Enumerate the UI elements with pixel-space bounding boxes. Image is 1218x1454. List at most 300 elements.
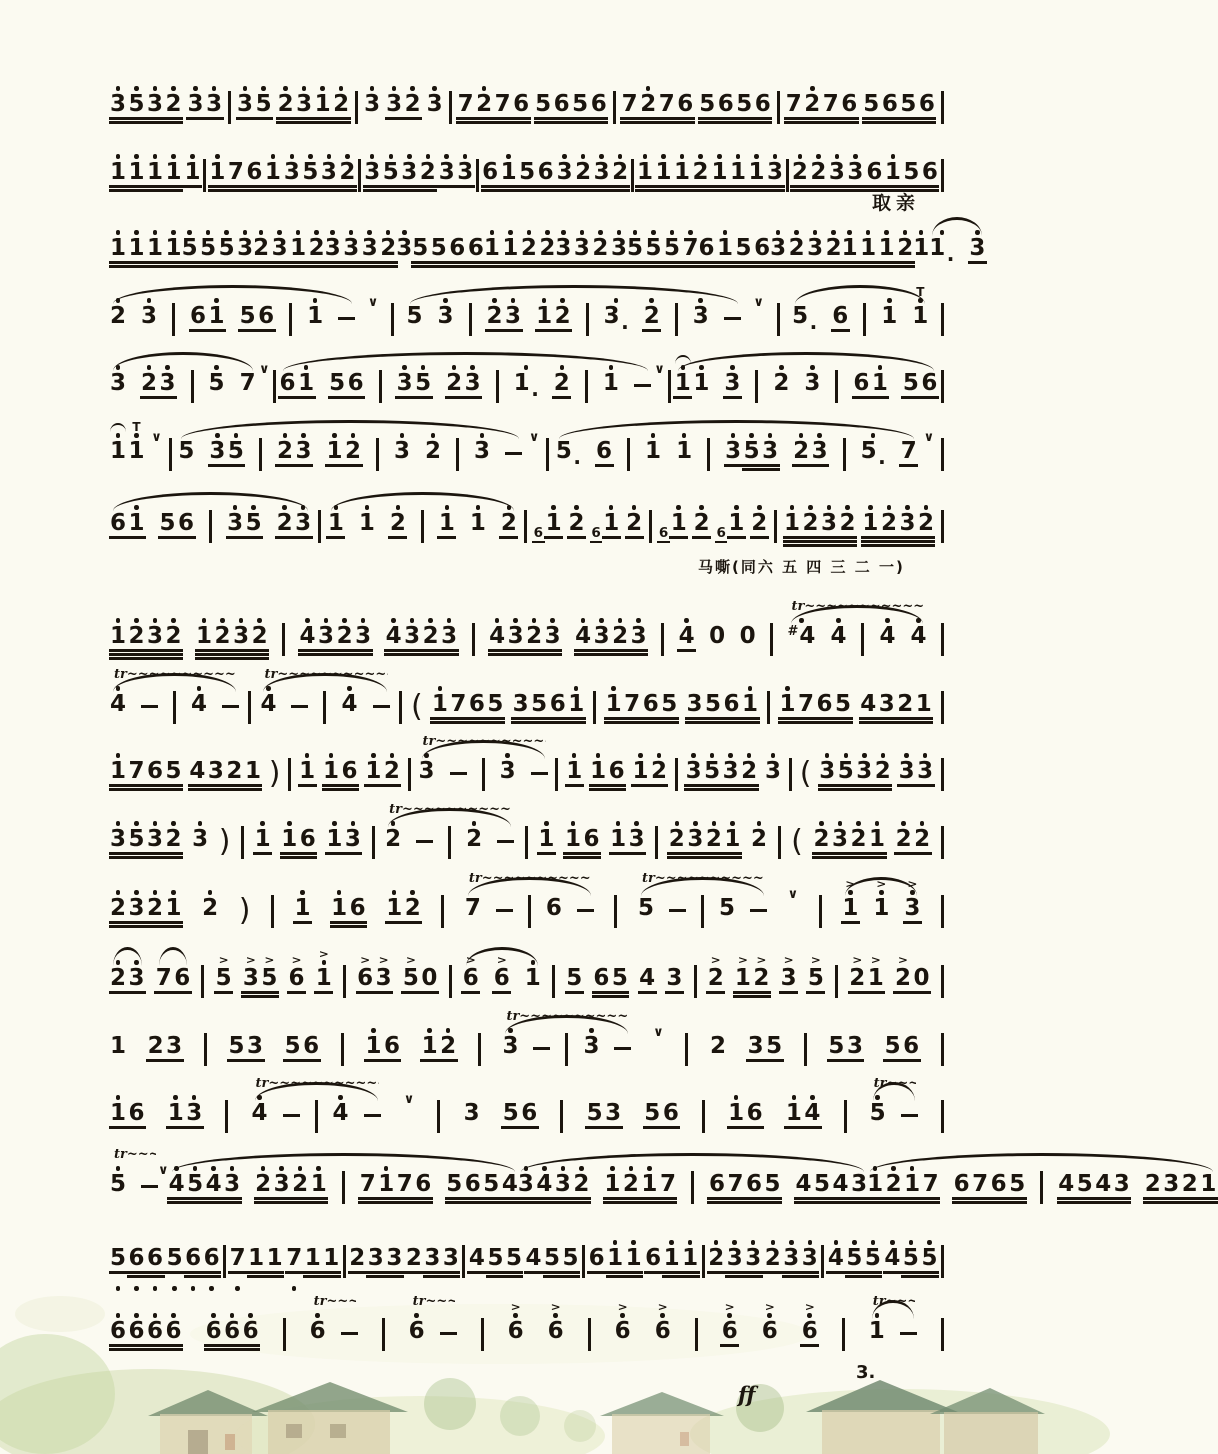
notation-line-15 [110, 1083, 944, 1150]
barline [661, 623, 664, 656]
beam-underline [703, 717, 722, 720]
note-digit: 1 [785, 1099, 802, 1126]
note-digit: 5 [239, 302, 256, 329]
note [253, 216, 269, 286]
note [744, 419, 760, 489]
note-cluster [110, 351, 126, 421]
beam-underline [859, 265, 878, 268]
note-digit: 6 [903, 1032, 920, 1059]
note [686, 672, 702, 742]
note-cluster [364, 72, 380, 142]
note-digit: 2 [850, 825, 867, 852]
note-cluster [230, 1226, 283, 1296]
beam-underline [685, 717, 704, 720]
note-cluster [178, 419, 194, 489]
note-digit: 2 [612, 622, 629, 649]
note-cluster [422, 1014, 457, 1084]
note-cluster [255, 1152, 327, 1222]
note-digit: 3 [396, 234, 413, 261]
accent-mark: > [804, 1300, 815, 1313]
note-cluster [686, 672, 758, 742]
note-digit: 2 [539, 234, 556, 261]
beam-underline [414, 1197, 433, 1200]
note-cluster [786, 1081, 821, 1151]
beam-underline [635, 185, 654, 188]
note [446, 1152, 462, 1222]
note [913, 216, 929, 286]
beam-underline [787, 261, 806, 264]
note [612, 604, 628, 674]
note-digit: 6 [588, 1244, 605, 1271]
note [722, 1299, 738, 1369]
beam-underline [902, 189, 921, 192]
beam-underline [400, 185, 419, 188]
note-digit: 4 [799, 622, 816, 649]
note-digit: 3 [424, 1244, 441, 1271]
note-digit: 5 [412, 234, 429, 261]
section-label-quqin: 取亲 [872, 192, 921, 214]
beam-underline [681, 1275, 700, 1278]
note-digit: 3 [442, 1244, 459, 1271]
barline [941, 370, 944, 403]
note-cluster [699, 216, 771, 286]
beam-underline [763, 1197, 782, 1200]
beam-underline [499, 189, 518, 192]
note [730, 140, 746, 210]
dynamic-ff-mark: ff [738, 1382, 756, 1407]
dash-duration-mark [416, 840, 433, 844]
beam-underline [733, 995, 752, 998]
beam-underline [280, 852, 299, 855]
beam-underline [360, 265, 379, 268]
note [664, 1226, 680, 1296]
note [816, 672, 832, 742]
note-cluster [500, 739, 516, 809]
beam-underline [607, 784, 626, 787]
note-digit: 4 [205, 1170, 222, 1197]
note-cluster [901, 419, 917, 489]
note [110, 1152, 126, 1222]
beam-underline [420, 1059, 439, 1062]
note-digit: 1 [682, 1244, 699, 1271]
note [333, 1081, 349, 1151]
beam-underline [243, 784, 262, 787]
note [466, 807, 482, 877]
barline [456, 438, 459, 471]
note [594, 604, 610, 674]
note-digit: 6 [645, 1244, 662, 1271]
beam-underline [752, 995, 771, 998]
note [823, 72, 839, 142]
beam-underline [164, 784, 183, 787]
notation-line-5 [110, 353, 944, 420]
note [781, 946, 797, 1016]
note-digit: 3 [898, 757, 915, 784]
beam-underline [330, 925, 349, 928]
octave-dot-above [561, 1166, 566, 1171]
note-cluster [842, 876, 858, 946]
note-digit: 3 [686, 690, 703, 717]
note [812, 419, 828, 489]
note-cluster [792, 284, 817, 354]
barline [819, 895, 822, 928]
beam-underline [309, 1197, 328, 1200]
note [166, 876, 182, 946]
note [508, 1299, 524, 1369]
note-digit: 5 [302, 158, 319, 185]
beam-underline [803, 117, 822, 120]
note [879, 604, 895, 674]
note [754, 216, 770, 286]
note-cluster [326, 807, 361, 877]
accent-mark: > [710, 953, 721, 966]
note-digit: 1 [711, 158, 728, 185]
beam-underline [430, 721, 449, 724]
note-cluster [518, 1152, 590, 1222]
note-cluster [904, 876, 920, 946]
barline [941, 965, 944, 998]
note [755, 72, 771, 142]
note-digit: 1 [331, 894, 348, 921]
beam-underline [723, 856, 742, 859]
note [870, 1081, 886, 1151]
note [415, 1152, 431, 1222]
accent-mark: > [852, 953, 863, 966]
barline [774, 510, 777, 543]
beam-underline [382, 784, 401, 787]
note-digit: 6 [745, 1170, 762, 1197]
note [903, 1226, 919, 1296]
note [863, 72, 879, 142]
beam-underline [223, 1201, 242, 1204]
barline [627, 438, 630, 471]
note [765, 739, 781, 809]
note [325, 216, 341, 286]
beam-underline [703, 784, 722, 787]
note-cluster [333, 1081, 349, 1151]
note-digit: 6 [341, 757, 358, 784]
beam-underline [109, 856, 128, 859]
octave-dot-below [235, 1286, 240, 1291]
beam-underline [289, 261, 308, 264]
beam-underline [127, 1271, 146, 1274]
beam-underline [827, 189, 846, 192]
note-digit: 3 [110, 90, 127, 117]
note-digit: 1 [500, 158, 517, 185]
beam-underline [301, 189, 320, 192]
beam-underline [294, 536, 313, 539]
note [645, 1226, 661, 1296]
note [311, 1152, 327, 1222]
note [746, 1152, 762, 1222]
note-digit: 2 [705, 825, 722, 852]
note-digit: 5 [531, 690, 548, 717]
note [206, 1152, 222, 1222]
note-cluster [565, 807, 600, 877]
octave-dot-below [134, 1286, 139, 1291]
note [421, 946, 437, 1016]
note-digit: 2 [253, 234, 270, 261]
note-digit: 4 [332, 1099, 349, 1126]
note-digit: 4 [468, 1244, 485, 1271]
note [280, 351, 296, 421]
note-cluster [604, 284, 629, 354]
beam-underline [146, 121, 165, 124]
beam-underline [703, 788, 722, 791]
note [882, 72, 898, 142]
note-digit: 6 [658, 525, 669, 541]
note-digit: 4 [832, 1170, 849, 1197]
octave-dot-above [211, 1166, 216, 1171]
beam-underline [127, 121, 146, 124]
beam-underline [543, 649, 562, 652]
beam-underline [146, 852, 165, 855]
note-cluster [307, 284, 323, 354]
barline [496, 370, 499, 403]
note-cluster [184, 140, 200, 210]
note [914, 807, 930, 877]
note [885, 140, 901, 210]
note-digit: 5 [406, 302, 423, 329]
note-cluster [644, 1081, 679, 1151]
note-digit: 3 [296, 90, 313, 117]
note [591, 526, 600, 545]
beam-underline [898, 540, 917, 543]
note-digit: 6 [288, 964, 305, 991]
note-digit: 5 [245, 509, 262, 536]
note-digit: 5 [661, 690, 678, 717]
note-cluster [538, 807, 554, 877]
note-cluster [711, 140, 783, 210]
barline [582, 1245, 585, 1278]
note [174, 946, 190, 1016]
note [147, 807, 163, 877]
beam-underline [298, 856, 317, 859]
beam-underline [733, 991, 752, 994]
note-cluster [548, 1299, 564, 1369]
beam-underline [728, 189, 747, 192]
note-digit: 5 [743, 437, 760, 464]
beam-underline [883, 1271, 902, 1274]
beam-underline [800, 1271, 819, 1274]
beam-underline [501, 1126, 520, 1129]
barline [318, 510, 321, 543]
note [505, 284, 521, 354]
note-cluster [842, 216, 914, 286]
note [669, 807, 685, 877]
beam-underline [429, 265, 448, 268]
trill-group [110, 672, 239, 742]
note-digit: 2 [147, 1032, 164, 1059]
note-digit: 2 [897, 234, 914, 261]
note [295, 876, 311, 946]
accent-mark: > [897, 953, 908, 966]
beam-underline [766, 185, 785, 188]
octave-dot-above [524, 1166, 529, 1171]
note-cluster [364, 140, 436, 210]
note-digit: 1 [734, 964, 751, 991]
note [644, 284, 660, 354]
note [166, 739, 182, 809]
note [694, 491, 710, 561]
note [178, 491, 194, 561]
beam-underline [880, 121, 899, 124]
note [674, 140, 690, 210]
note-digit: 3 [110, 825, 127, 852]
note-digit: 6 [816, 690, 833, 717]
note-digit: 5 [1076, 1170, 1093, 1197]
note-digit: 3 [295, 509, 312, 536]
beam-underline [563, 856, 582, 859]
beam-underline [673, 189, 692, 192]
octave-dot-above [470, 365, 475, 370]
note [788, 604, 816, 674]
beam-underline [414, 1201, 433, 1204]
beam-underline [1180, 1201, 1199, 1204]
note-digit: 1 [869, 825, 886, 852]
octave-dot-above [629, 1166, 634, 1171]
note [717, 216, 733, 286]
beam-underline [820, 544, 839, 547]
beam-underline [440, 653, 459, 656]
note-cluster [284, 140, 356, 210]
note-digit: 3 [166, 1032, 183, 1059]
beam-underline [340, 784, 359, 787]
beam-underline [146, 788, 165, 791]
note-digit: 5 [110, 1170, 127, 1197]
note [192, 807, 208, 877]
note-digit: 2 [773, 369, 790, 396]
note-digit: 3 [110, 369, 127, 396]
beam-underline [553, 329, 572, 332]
note [566, 946, 582, 1016]
note-digit: 3 [804, 369, 821, 396]
note-digit: 7 [450, 690, 467, 717]
note [544, 1226, 560, 1296]
note [501, 140, 517, 210]
barline [288, 758, 291, 791]
note [364, 72, 380, 142]
beam-underline [916, 540, 935, 543]
octave-dot-above [649, 298, 654, 303]
octave-dot-above [233, 505, 238, 510]
octave-dot-above [508, 1028, 513, 1033]
note-digit: 2 [308, 234, 325, 261]
beam-underline [322, 784, 341, 787]
barline [613, 91, 616, 124]
beam-underline [326, 536, 345, 539]
note-digit: 1 [365, 757, 382, 784]
beam-underline [280, 856, 299, 859]
beam-underline [879, 536, 898, 539]
note-digit: 2 [344, 437, 361, 464]
note-digit: 7 [128, 757, 145, 784]
note-cluster [446, 351, 481, 421]
note [706, 807, 722, 877]
note-digit: 1 [676, 437, 693, 464]
barline [702, 1245, 705, 1278]
beam-underline [916, 784, 935, 787]
note [129, 216, 145, 286]
note [784, 491, 800, 561]
note-digit: 6 [347, 369, 364, 396]
beam-underline [623, 717, 642, 720]
beam-underline [727, 536, 746, 539]
beam-underline [535, 1197, 554, 1200]
beam-underline [439, 1059, 458, 1062]
note-cluster [525, 1226, 578, 1296]
beam-underline [1094, 1197, 1113, 1200]
note-digit: 1 [636, 158, 653, 185]
beam-underline [291, 1201, 310, 1204]
tie-arc [675, 355, 691, 364]
beam-underline [574, 185, 593, 188]
beam-underline [830, 856, 849, 859]
note-digit: 1 [266, 1244, 283, 1271]
beam-underline [747, 185, 766, 188]
note [359, 491, 375, 561]
octave-dot-above [918, 298, 923, 303]
octave-dot-above [873, 1166, 878, 1171]
note-digit: 2 [128, 622, 145, 649]
beam-underline [725, 1275, 744, 1278]
accent-mark: > [218, 953, 229, 966]
beam-underline [482, 265, 501, 268]
note-digit: 5 [735, 234, 752, 261]
beam-underline [554, 265, 573, 268]
beam-underline [109, 536, 128, 539]
note [851, 1152, 867, 1222]
note [110, 140, 126, 210]
note [423, 604, 439, 674]
note [240, 284, 256, 354]
octave-dot-above [609, 365, 614, 370]
note [804, 72, 820, 142]
octave-dot-above [871, 433, 876, 438]
note [129, 140, 145, 210]
barline [343, 965, 346, 998]
slur-group [407, 284, 741, 354]
beam-underline [603, 1201, 622, 1204]
barline [691, 1171, 694, 1204]
beam-underline [707, 1197, 726, 1200]
note [425, 419, 441, 489]
note [896, 807, 912, 877]
note-digit: 6 [190, 302, 207, 329]
note [659, 72, 675, 142]
dash-duration-mark [669, 909, 686, 913]
note-digit: 4 [1058, 1170, 1075, 1197]
note-digit: 3 [726, 1244, 743, 1271]
note-digit: 1 [663, 1244, 680, 1271]
barline [786, 159, 789, 192]
beam-underline [536, 185, 555, 188]
beam-underline [482, 261, 501, 264]
octave-dot-above [452, 365, 457, 370]
beam-underline [363, 189, 382, 192]
beam-underline [681, 1271, 700, 1274]
beam-underline [499, 536, 518, 539]
octave-dot-above [916, 618, 921, 623]
beam-underline [704, 852, 723, 855]
note-digit: 4 [639, 964, 656, 991]
beam-underline [278, 396, 297, 399]
beam-underline [516, 1197, 535, 1200]
note-digit: 1 [728, 1099, 745, 1126]
octave-dot-above [651, 433, 656, 438]
barline [844, 1100, 847, 1133]
note [565, 807, 581, 877]
